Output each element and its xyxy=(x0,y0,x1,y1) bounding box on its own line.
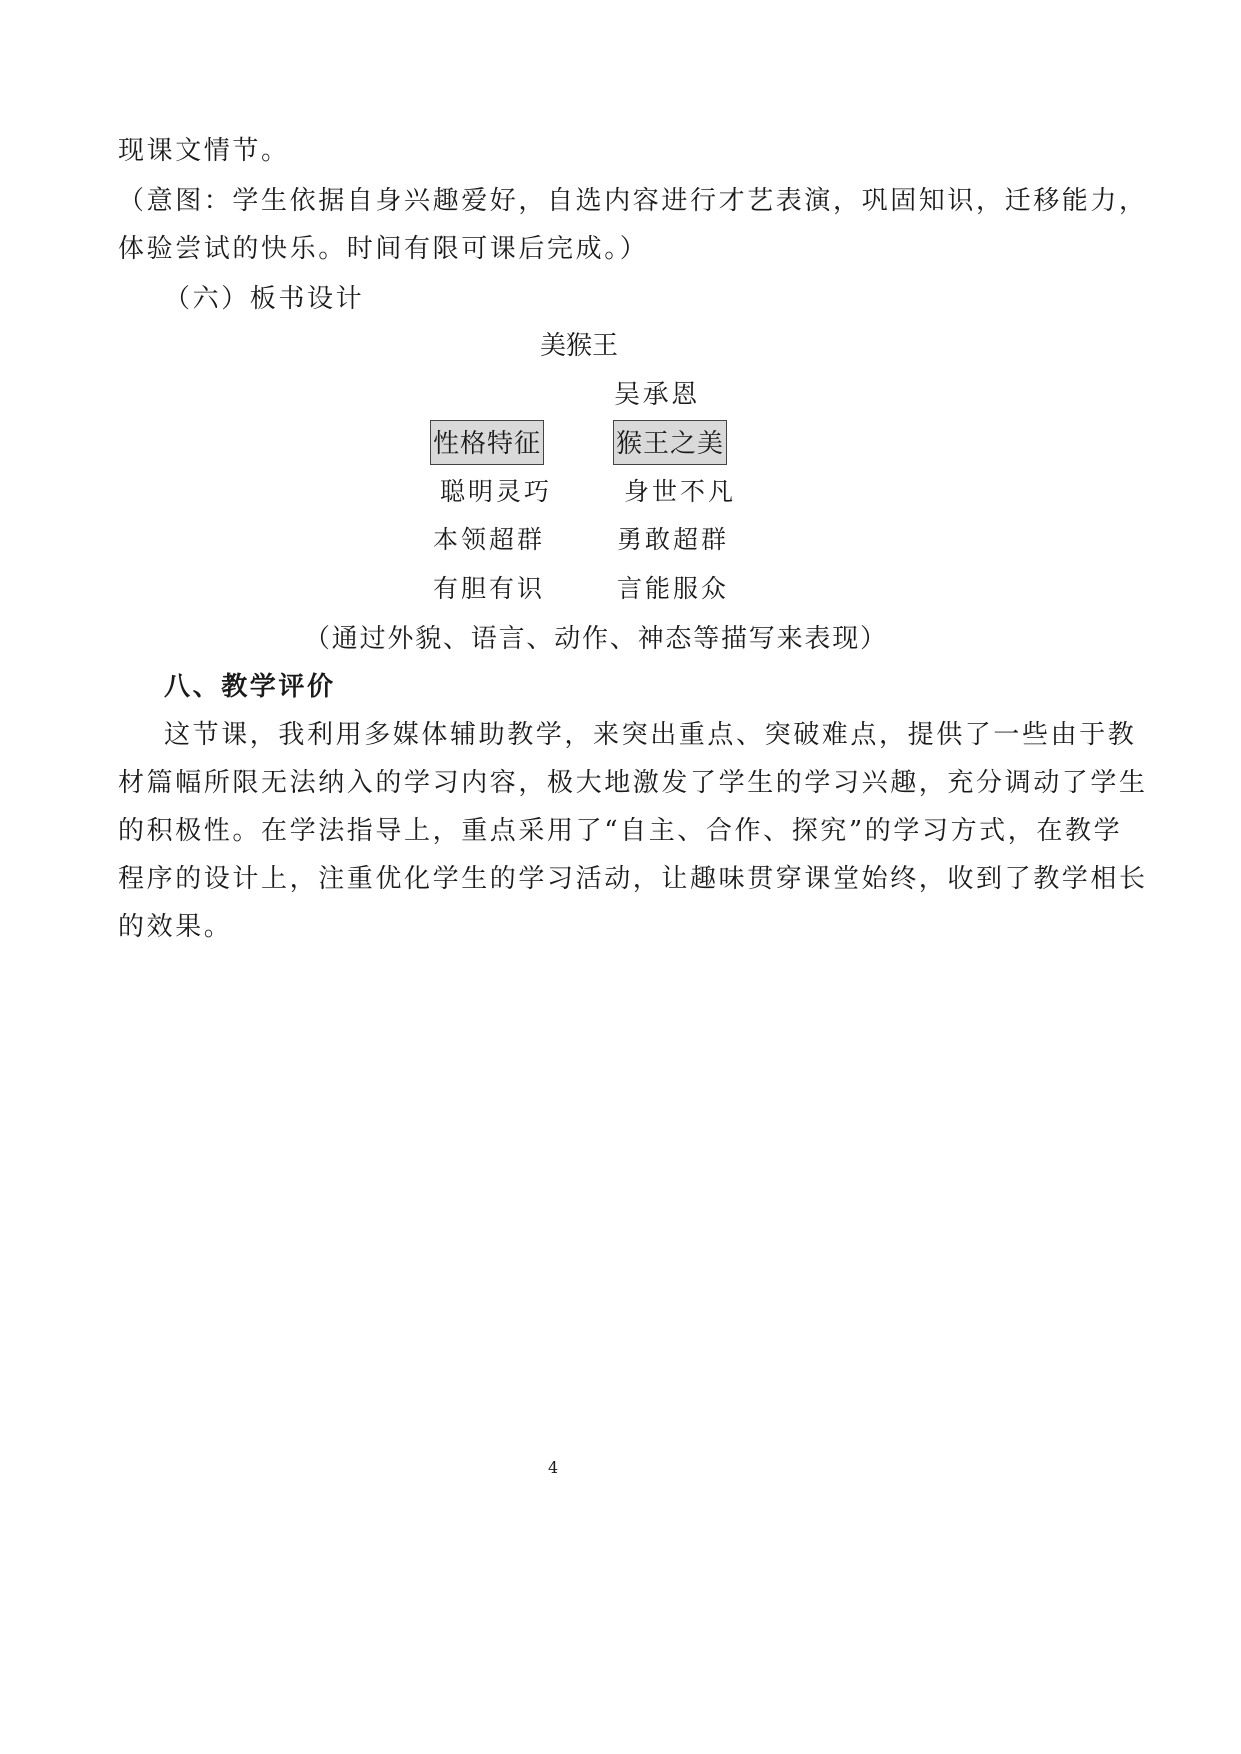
paragraph-line: 现课文情节。 xyxy=(118,136,290,166)
paragraph-line: 程序的设计上，注重优化学生的学习活动，让趣味贯穿课堂始终，收到了教学相长 xyxy=(118,864,1148,894)
board-col1-header: 性格特征 xyxy=(430,420,544,465)
board-col1-item: 有胆有识 xyxy=(433,574,546,603)
board-col1-item: 本领超群 xyxy=(433,525,546,554)
board-col2-item: 勇敢超群 xyxy=(617,525,730,554)
page-number: 4 xyxy=(548,1458,559,1477)
paragraph-line: 体验尝试的快乐。时间有限可课后完成。） xyxy=(118,234,649,264)
board-col2-item: 言能服众 xyxy=(617,574,730,603)
board-title: 美猴王 xyxy=(540,331,619,361)
board-note: （通过外貌、语言、动作、神态等描写来表现） xyxy=(304,624,888,654)
paragraph-line: 这节课，我利用多媒体辅助教学，来突出重点、突破难点，提供了一些由于教 xyxy=(164,720,1137,750)
paragraph-line: 的效果。 xyxy=(118,912,233,942)
board-col2-item: 身世不凡 xyxy=(624,477,737,506)
paragraph-line: 材篇幅所限无法纳入的学习内容，极大地激发了学生的学习兴趣，充分调动了学生 xyxy=(118,768,1148,798)
board-author: 吴承恩 xyxy=(614,380,700,410)
paragraph-line: 的积极性。在学法指导上，重点采用了“自主、合作、探究”的学习方式，在教学 xyxy=(118,816,1123,846)
paragraph-line: （意图：学生依据自身兴趣爱好，自选内容进行才艺表演，巩固知识，迁移能力， xyxy=(118,186,1148,216)
evaluation-heading: 八、教学评价 xyxy=(164,672,336,702)
board-col1-item: 聪明灵巧 xyxy=(440,477,553,506)
section-heading: （六）板书设计 xyxy=(164,284,365,314)
board-col2-header: 猴王之美 xyxy=(613,420,727,465)
